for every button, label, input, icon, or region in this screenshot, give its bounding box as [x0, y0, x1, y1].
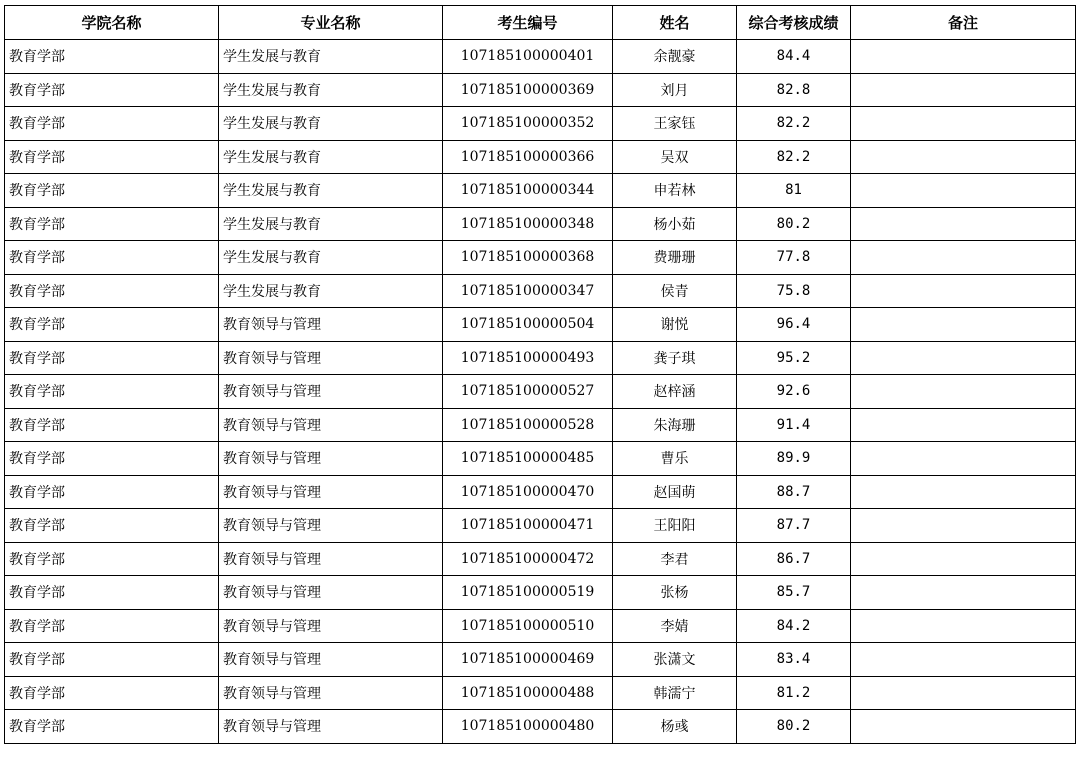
remarks-cell — [851, 509, 1076, 543]
table-row — [5, 375, 1076, 409]
candidate-id-cell: 107185100000472 — [443, 542, 613, 576]
name-cell: 曹乐 — [613, 442, 737, 476]
score-cell: 82.2 — [737, 140, 851, 174]
table-row — [5, 676, 1076, 710]
remarks-cell — [851, 73, 1076, 107]
remarks-cell — [851, 442, 1076, 476]
major-cell: 教育领导与管理 — [219, 442, 443, 476]
results-table — [4, 5, 1076, 744]
candidate-id-cell: 107185100000471 — [443, 509, 613, 543]
candidate-id-cell: 107185100000528 — [443, 408, 613, 442]
name-cell: 谢悦 — [613, 308, 737, 342]
college-cell: 教育学部 — [5, 676, 219, 710]
score-cell: 83.4 — [737, 643, 851, 677]
college-cell: 教育学部 — [5, 475, 219, 509]
table-body — [5, 40, 1076, 744]
college-cell: 教育学部 — [5, 40, 219, 74]
name-cell: 张潇文 — [613, 643, 737, 677]
college-cell: 教育学部 — [5, 73, 219, 107]
name-cell: 韩濡宁 — [613, 676, 737, 710]
name-cell: 李婧 — [613, 609, 737, 643]
header-candidate-id: 考生编号 — [443, 6, 613, 40]
table-row — [5, 475, 1076, 509]
candidate-id-cell: 107185100000480 — [443, 710, 613, 744]
table-row — [5, 710, 1076, 744]
candidate-id-cell: 107185100000470 — [443, 475, 613, 509]
table-row — [5, 542, 1076, 576]
score-cell: 85.7 — [737, 576, 851, 610]
major-cell: 学生发展与教育 — [219, 274, 443, 308]
college-cell: 教育学部 — [5, 509, 219, 543]
score-cell: 92.6 — [737, 375, 851, 409]
remarks-cell — [851, 375, 1076, 409]
remarks-cell — [851, 643, 1076, 677]
name-cell: 刘月 — [613, 73, 737, 107]
college-cell: 教育学部 — [5, 408, 219, 442]
name-cell: 费珊珊 — [613, 241, 737, 275]
major-cell: 教育领导与管理 — [219, 542, 443, 576]
table-row — [5, 408, 1076, 442]
name-cell: 王家钰 — [613, 107, 737, 141]
college-cell: 教育学部 — [5, 643, 219, 677]
score-cell: 89.9 — [737, 442, 851, 476]
table-row — [5, 107, 1076, 141]
college-cell: 教育学部 — [5, 542, 219, 576]
remarks-cell — [851, 609, 1076, 643]
score-cell: 77.8 — [737, 241, 851, 275]
candidate-id-cell: 107185100000510 — [443, 609, 613, 643]
score-cell: 82.8 — [737, 73, 851, 107]
header-major: 专业名称 — [219, 6, 443, 40]
remarks-cell — [851, 308, 1076, 342]
header-score: 综合考核成绩 — [737, 6, 851, 40]
table-row — [5, 341, 1076, 375]
name-cell: 龚子琪 — [613, 341, 737, 375]
candidate-id-cell: 107185100000488 — [443, 676, 613, 710]
table-row — [5, 442, 1076, 476]
table-row — [5, 308, 1076, 342]
remarks-cell — [851, 408, 1076, 442]
remarks-cell — [851, 341, 1076, 375]
major-cell: 学生发展与教育 — [219, 73, 443, 107]
table-row — [5, 643, 1076, 677]
major-cell: 教育领导与管理 — [219, 308, 443, 342]
major-cell: 教育领导与管理 — [219, 408, 443, 442]
major-cell: 学生发展与教育 — [219, 140, 443, 174]
table-row — [5, 207, 1076, 241]
remarks-cell — [851, 174, 1076, 208]
major-cell: 教育领导与管理 — [219, 643, 443, 677]
college-cell: 教育学部 — [5, 375, 219, 409]
name-cell: 王阳阳 — [613, 509, 737, 543]
college-cell: 教育学部 — [5, 308, 219, 342]
candidate-id-cell: 107185100000352 — [443, 107, 613, 141]
major-cell: 学生发展与教育 — [219, 107, 443, 141]
name-cell: 赵梓涵 — [613, 375, 737, 409]
candidate-id-cell: 107185100000369 — [443, 73, 613, 107]
candidate-id-cell: 107185100000493 — [443, 341, 613, 375]
score-cell: 75.8 — [737, 274, 851, 308]
name-cell: 李君 — [613, 542, 737, 576]
remarks-cell — [851, 710, 1076, 744]
major-cell: 教育领导与管理 — [219, 576, 443, 610]
score-cell: 95.2 — [737, 341, 851, 375]
remarks-cell — [851, 241, 1076, 275]
candidate-id-cell: 107185100000344 — [443, 174, 613, 208]
table-row — [5, 73, 1076, 107]
college-cell: 教育学部 — [5, 609, 219, 643]
name-cell: 申若林 — [613, 174, 737, 208]
header-remarks: 备注 — [851, 6, 1076, 40]
candidate-id-cell: 107185100000519 — [443, 576, 613, 610]
remarks-cell — [851, 207, 1076, 241]
score-cell: 80.2 — [737, 710, 851, 744]
major-cell: 学生发展与教育 — [219, 40, 443, 74]
candidate-id-cell: 107185100000527 — [443, 375, 613, 409]
table-row — [5, 241, 1076, 275]
candidate-id-cell: 107185100000485 — [443, 442, 613, 476]
table-row — [5, 609, 1076, 643]
name-cell: 吴双 — [613, 140, 737, 174]
name-cell: 杨小茹 — [613, 207, 737, 241]
candidate-id-cell: 107185100000469 — [443, 643, 613, 677]
score-cell: 81 — [737, 174, 851, 208]
score-cell: 84.4 — [737, 40, 851, 74]
table-row — [5, 40, 1076, 74]
college-cell: 教育学部 — [5, 576, 219, 610]
major-cell: 教育领导与管理 — [219, 341, 443, 375]
table-row — [5, 509, 1076, 543]
major-cell: 教育领导与管理 — [219, 475, 443, 509]
college-cell: 教育学部 — [5, 241, 219, 275]
major-cell: 教育领导与管理 — [219, 375, 443, 409]
candidate-id-cell: 107185100000348 — [443, 207, 613, 241]
table-row — [5, 576, 1076, 610]
name-cell: 杨彧 — [613, 710, 737, 744]
name-cell: 朱海珊 — [613, 408, 737, 442]
college-cell: 教育学部 — [5, 107, 219, 141]
name-cell: 赵国萌 — [613, 475, 737, 509]
remarks-cell — [851, 676, 1076, 710]
major-cell: 教育领导与管理 — [219, 676, 443, 710]
major-cell: 学生发展与教育 — [219, 174, 443, 208]
score-cell: 88.7 — [737, 475, 851, 509]
score-cell: 82.2 — [737, 107, 851, 141]
name-cell: 张杨 — [613, 576, 737, 610]
score-cell: 84.2 — [737, 609, 851, 643]
major-cell: 教育领导与管理 — [219, 609, 443, 643]
remarks-cell — [851, 140, 1076, 174]
candidate-id-cell: 107185100000366 — [443, 140, 613, 174]
candidate-id-cell: 107185100000347 — [443, 274, 613, 308]
major-cell: 学生发展与教育 — [219, 241, 443, 275]
college-cell: 教育学部 — [5, 710, 219, 744]
name-cell: 侯青 — [613, 274, 737, 308]
remarks-cell — [851, 40, 1076, 74]
major-cell: 教育领导与管理 — [219, 509, 443, 543]
score-cell: 86.7 — [737, 542, 851, 576]
score-cell: 96.4 — [737, 308, 851, 342]
table-row — [5, 174, 1076, 208]
remarks-cell — [851, 576, 1076, 610]
score-cell: 80.2 — [737, 207, 851, 241]
college-cell: 教育学部 — [5, 174, 219, 208]
remarks-cell — [851, 107, 1076, 141]
table-row — [5, 140, 1076, 174]
candidate-id-cell: 107185100000368 — [443, 241, 613, 275]
college-cell: 教育学部 — [5, 341, 219, 375]
name-cell: 余靓豪 — [613, 40, 737, 74]
table-row — [5, 274, 1076, 308]
college-cell: 教育学部 — [5, 207, 219, 241]
header-college: 学院名称 — [5, 6, 219, 40]
header-row — [5, 6, 1076, 40]
score-cell: 87.7 — [737, 509, 851, 543]
remarks-cell — [851, 542, 1076, 576]
candidate-id-cell: 107185100000401 — [443, 40, 613, 74]
score-cell: 91.4 — [737, 408, 851, 442]
score-cell: 81.2 — [737, 676, 851, 710]
remarks-cell — [851, 475, 1076, 509]
college-cell: 教育学部 — [5, 442, 219, 476]
major-cell: 学生发展与教育 — [219, 207, 443, 241]
header-name: 姓名 — [613, 6, 737, 40]
major-cell: 教育领导与管理 — [219, 710, 443, 744]
remarks-cell — [851, 274, 1076, 308]
candidate-id-cell: 107185100000504 — [443, 308, 613, 342]
college-cell: 教育学部 — [5, 140, 219, 174]
college-cell: 教育学部 — [5, 274, 219, 308]
